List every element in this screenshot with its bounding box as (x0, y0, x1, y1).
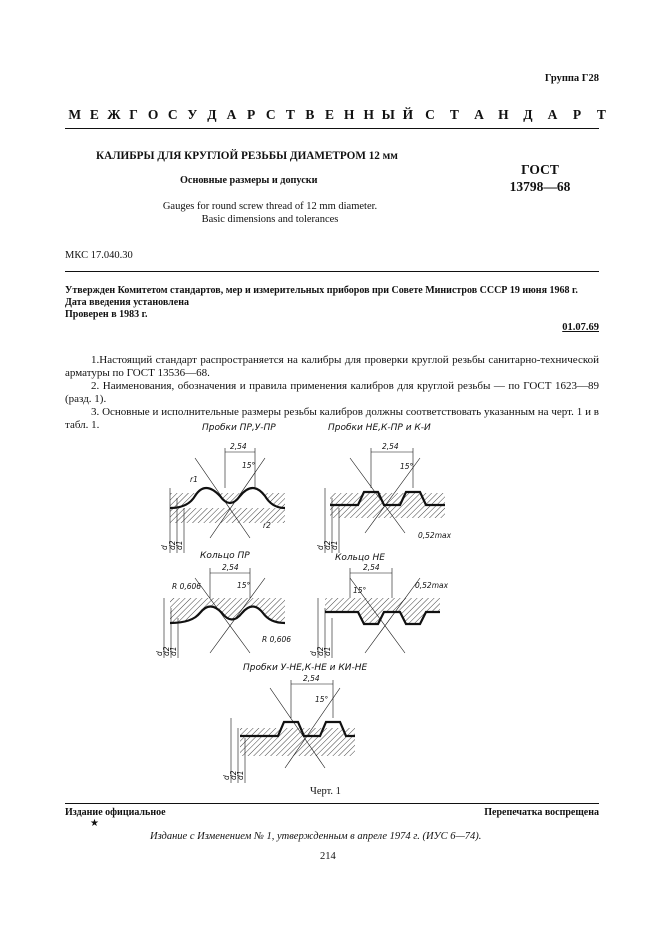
interstate-letter: Е (89, 107, 99, 122)
radius-label: R 0,606 (172, 582, 202, 591)
interstate-letter: Й (402, 107, 414, 122)
document-subtitle: Основные размеры и допуски (180, 175, 318, 186)
interstate-letter: С (167, 107, 178, 122)
pitch-label: 2,54 (230, 442, 247, 451)
standard-letter: А (547, 107, 558, 122)
angle-label: 15° (353, 586, 367, 595)
figure-caption: Черт. 1 (310, 786, 341, 797)
standard-letter: Т (449, 107, 459, 122)
interstate-letter: М (68, 107, 82, 122)
d-label: d (222, 775, 231, 780)
d1-label: d1 (330, 540, 339, 550)
figure-ring-go (155, 551, 291, 658)
mks-rule (65, 271, 599, 272)
interstate-letter: Т (285, 107, 295, 122)
gost-number: 13798—68 (509, 179, 571, 194)
standard-word-interstate (65, 107, 418, 123)
document-title: КАЛИБРЫ ДЛЯ КРУГЛОЙ РЕЗЬБЫ ДИАМЕТРОМ 12 мм (96, 150, 398, 162)
approval-block (65, 285, 605, 321)
figure-label-plug-nogo: Пробки НЕ,К-ПР и К-И (328, 423, 431, 433)
d2-label: d2 (316, 646, 325, 656)
standard-letter: С (425, 107, 435, 122)
tolerance-label: 0,52max (415, 581, 449, 590)
paragraph-1: 1.Настоящий стандарт распространяется на калибры для проверки круглой резьбы санитарно-технической арматуры по ГОСТ 13536—68. (65, 354, 599, 379)
paragraph-3: 3. Основные и исполнительные размеры резьбы калибров должны соответствовать указанным на черт. 1 и в табл. 1. (65, 406, 599, 431)
d1-label: d1 (323, 646, 332, 656)
pitch-label: 2,54 (382, 442, 399, 451)
official-edition-label: Издание официальное (65, 807, 166, 818)
english-title (145, 200, 395, 226)
d2-label: d2 (162, 646, 171, 656)
d1-label: d1 (175, 540, 184, 550)
interstate-letter: Е (325, 107, 335, 122)
figure-label-ring-go: Кольцо ПР (200, 551, 250, 561)
gost-label: ГОСТ (521, 162, 559, 177)
figure-plug-go (160, 423, 285, 553)
interstate-letter: А (226, 107, 237, 122)
figure-ring-nogo (309, 553, 449, 658)
interstate-letter: Н (343, 107, 355, 122)
interstate-letter: В (305, 107, 315, 122)
standard-letter: Р (572, 107, 582, 122)
edition-note: Издание с Изменением № 1, утвержденным в апреле 1974 г. (ИУС 6—74). (150, 831, 482, 842)
figure-label-plug-go: Пробки ПР,У-ПР (202, 423, 276, 433)
group-code: Группа Г28 (544, 73, 599, 84)
pitch-label: 2,54 (303, 674, 320, 683)
figure-plug-u-nogo (222, 663, 368, 783)
r2-label: r2 (263, 521, 271, 530)
tolerance-label: 0,52max (418, 531, 452, 540)
pitch-label: 2,54 (363, 563, 380, 572)
thread-gauge-drawing (150, 418, 470, 786)
footer-rule (65, 803, 599, 804)
d1-label: d1 (169, 646, 178, 656)
interstate-letter: О (147, 107, 159, 122)
reprint-prohibited-label: Перепечатка воспрещена (484, 807, 599, 818)
page-number: 214 (320, 851, 336, 862)
d2-label: d2 (229, 770, 238, 780)
standard-heading (65, 107, 606, 123)
header-rule (65, 128, 599, 129)
d-label: d (316, 545, 325, 550)
revision-line: Проверен в 1983 г. (65, 309, 148, 320)
english-title-line1: Gauges for round screw thread of 12 mm diameter. (162, 201, 378, 212)
interstate-letter: Г (129, 107, 138, 122)
angle-label: 15° (237, 581, 251, 590)
interstate-letter: Н (363, 107, 374, 122)
pitch-label: 2,54 (222, 563, 239, 572)
angle-label: 15° (315, 695, 329, 704)
interstate-letter: У (187, 107, 198, 122)
standard-letter: Н (498, 107, 509, 122)
standard-letter: Т (596, 107, 606, 122)
angle-label: 15° (242, 461, 256, 470)
interstate-letter: Ы (381, 107, 395, 122)
d-label: d (160, 545, 169, 550)
d2-label: d2 (323, 540, 332, 550)
r1-label: r1 (190, 475, 198, 484)
standard-letter: Д (523, 107, 533, 122)
radius-label: R 0,606 (262, 635, 292, 644)
d1-label: d1 (236, 770, 245, 780)
star-icon: ★ (90, 818, 99, 829)
angle-label: 15° (400, 462, 414, 471)
figure-label-ring-nogo: Кольцо НЕ (335, 553, 385, 563)
approval-line: Утвержден Комитетом стандартов, мер и измерительных приборов при Совете Министров СССР 19 июня 1968 г. (65, 285, 578, 296)
standard-letter: А (474, 107, 484, 122)
interstate-letter: С (265, 107, 276, 122)
standard-word-standard (418, 107, 614, 123)
d-label: d (155, 651, 164, 656)
interstate-letter: Р (247, 107, 256, 122)
intro-date: 01.07.69 (562, 322, 599, 333)
english-title-line2: Basic dimensions and tolerances (201, 214, 339, 225)
intro-date-line: Дата введения установлена (65, 297, 189, 308)
interstate-letter: Ж (107, 107, 121, 122)
d2-label: d2 (168, 540, 177, 550)
interstate-letter: Д (207, 107, 217, 122)
gost-designation (495, 161, 585, 195)
mks-code: МКС 17.040.30 (65, 250, 133, 261)
d-label: d (309, 651, 318, 656)
paragraph-2: 2. Наименования, обозначения и правила применения калибров для круглой резьбы — по ГОСТ 1623—89 (разд. 1). (65, 380, 599, 405)
figure-plug-nogo (316, 423, 452, 553)
figure-label-plug-u-nogo: Пробки У-НЕ,К-НЕ и КИ-НЕ (243, 663, 368, 673)
